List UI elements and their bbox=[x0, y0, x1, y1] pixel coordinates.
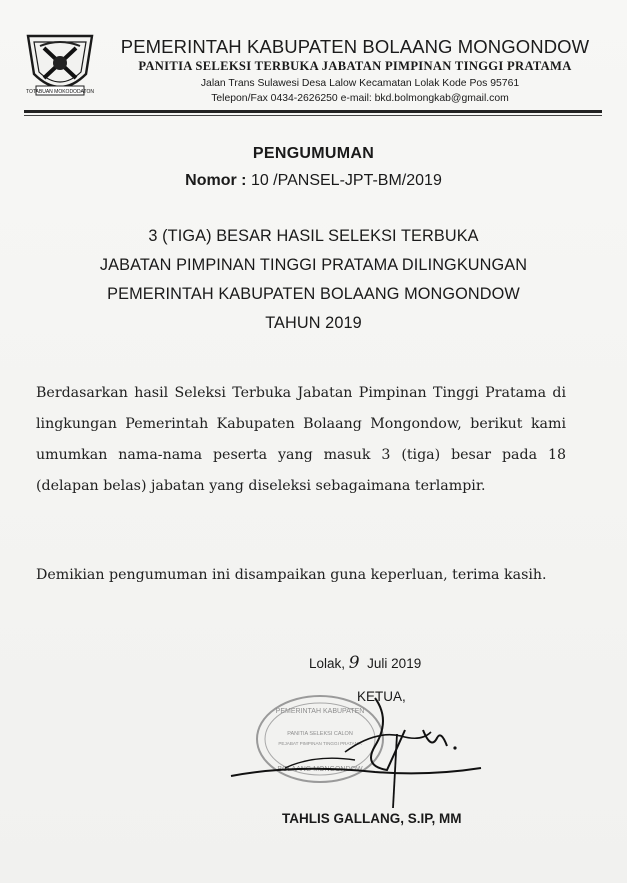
letterhead-contact: Telepon/Fax 0434-2626250 e-mail: bkd.bolmongkab@gmail.com bbox=[211, 93, 509, 104]
stamp-text-bottom: BOLAANG MONGONDOW bbox=[277, 766, 363, 773]
logo-caption: TOTABUAN MOKODODATON bbox=[26, 89, 94, 95]
day: 9 bbox=[348, 653, 360, 673]
regency-crest-icon bbox=[22, 30, 98, 104]
year: 2019 bbox=[391, 656, 422, 671]
subject-line-2: JABATAN PIMPINAN TINGGI PRATAMA DILINGKUNGAN bbox=[99, 256, 528, 274]
announcement-number bbox=[0, 172, 627, 190]
body-paragraph-2: Demikian pengumuman ini disampaikan guna keperluan, terima kasih. bbox=[36, 567, 547, 583]
handwritten-signature bbox=[225, 690, 485, 810]
letterhead-divider bbox=[24, 110, 602, 113]
stamp-text-top: PEMERINTAH KABUPATEN bbox=[275, 708, 365, 715]
letterhead-divider-thin bbox=[24, 115, 602, 116]
place: Lolak, bbox=[309, 656, 346, 671]
signer-name: TAHLIS GALLANG, S.IP, MM bbox=[282, 811, 462, 826]
announcement-title: PENGUMUMAN bbox=[252, 145, 375, 162]
signer-position: KETUA, bbox=[357, 689, 406, 704]
stamp-text-mid2: PEJABAT PIMPINAN TINGGI PRATAMA bbox=[278, 741, 362, 746]
stamp-text-mid1: PANITIA SELEKSI CALON bbox=[287, 731, 353, 737]
letterhead-address: Jalan Trans Sulawesi Desa Lalow Kecamatan Lolak Kode Pos 95761 bbox=[200, 78, 520, 89]
body-paragraph-1: Berdasarkan hasil Seleksi Terbuka Jabatan Pimpinan Tinggi Pratama di lingkungan Pemerintah Kabupaten Bolaang Mongondow, berikut kami umumkan nama-nama peserta yang masuk 3 (tiga) besar pada 18 (delapan belas) jabatan yang diseleksi sebagaimana terlampir. bbox=[36, 385, 566, 494]
month: Juli bbox=[367, 656, 388, 671]
place-date bbox=[309, 653, 421, 673]
letterhead-subtitle: PANITIA SELEKSI TERBUKA JABATAN PIMPINAN TINGGI PRATAMA bbox=[138, 59, 572, 73]
subject-line-1: 3 (TIGA) BESAR HASIL SELEKSI TERBUKA bbox=[148, 227, 479, 245]
subject-line-4: TAHUN 2019 bbox=[265, 314, 362, 332]
letterhead-title: PEMERINTAH KABUPATEN BOLAANG MONGONDOW bbox=[120, 36, 590, 57]
number-value: 10 /PANSEL-JPT-BM/2019 bbox=[250, 172, 442, 189]
subject-line-3: PEMERINTAH KABUPATEN BOLAANG MONGONDOW bbox=[107, 285, 520, 303]
number-label: Nomor : bbox=[185, 172, 247, 189]
